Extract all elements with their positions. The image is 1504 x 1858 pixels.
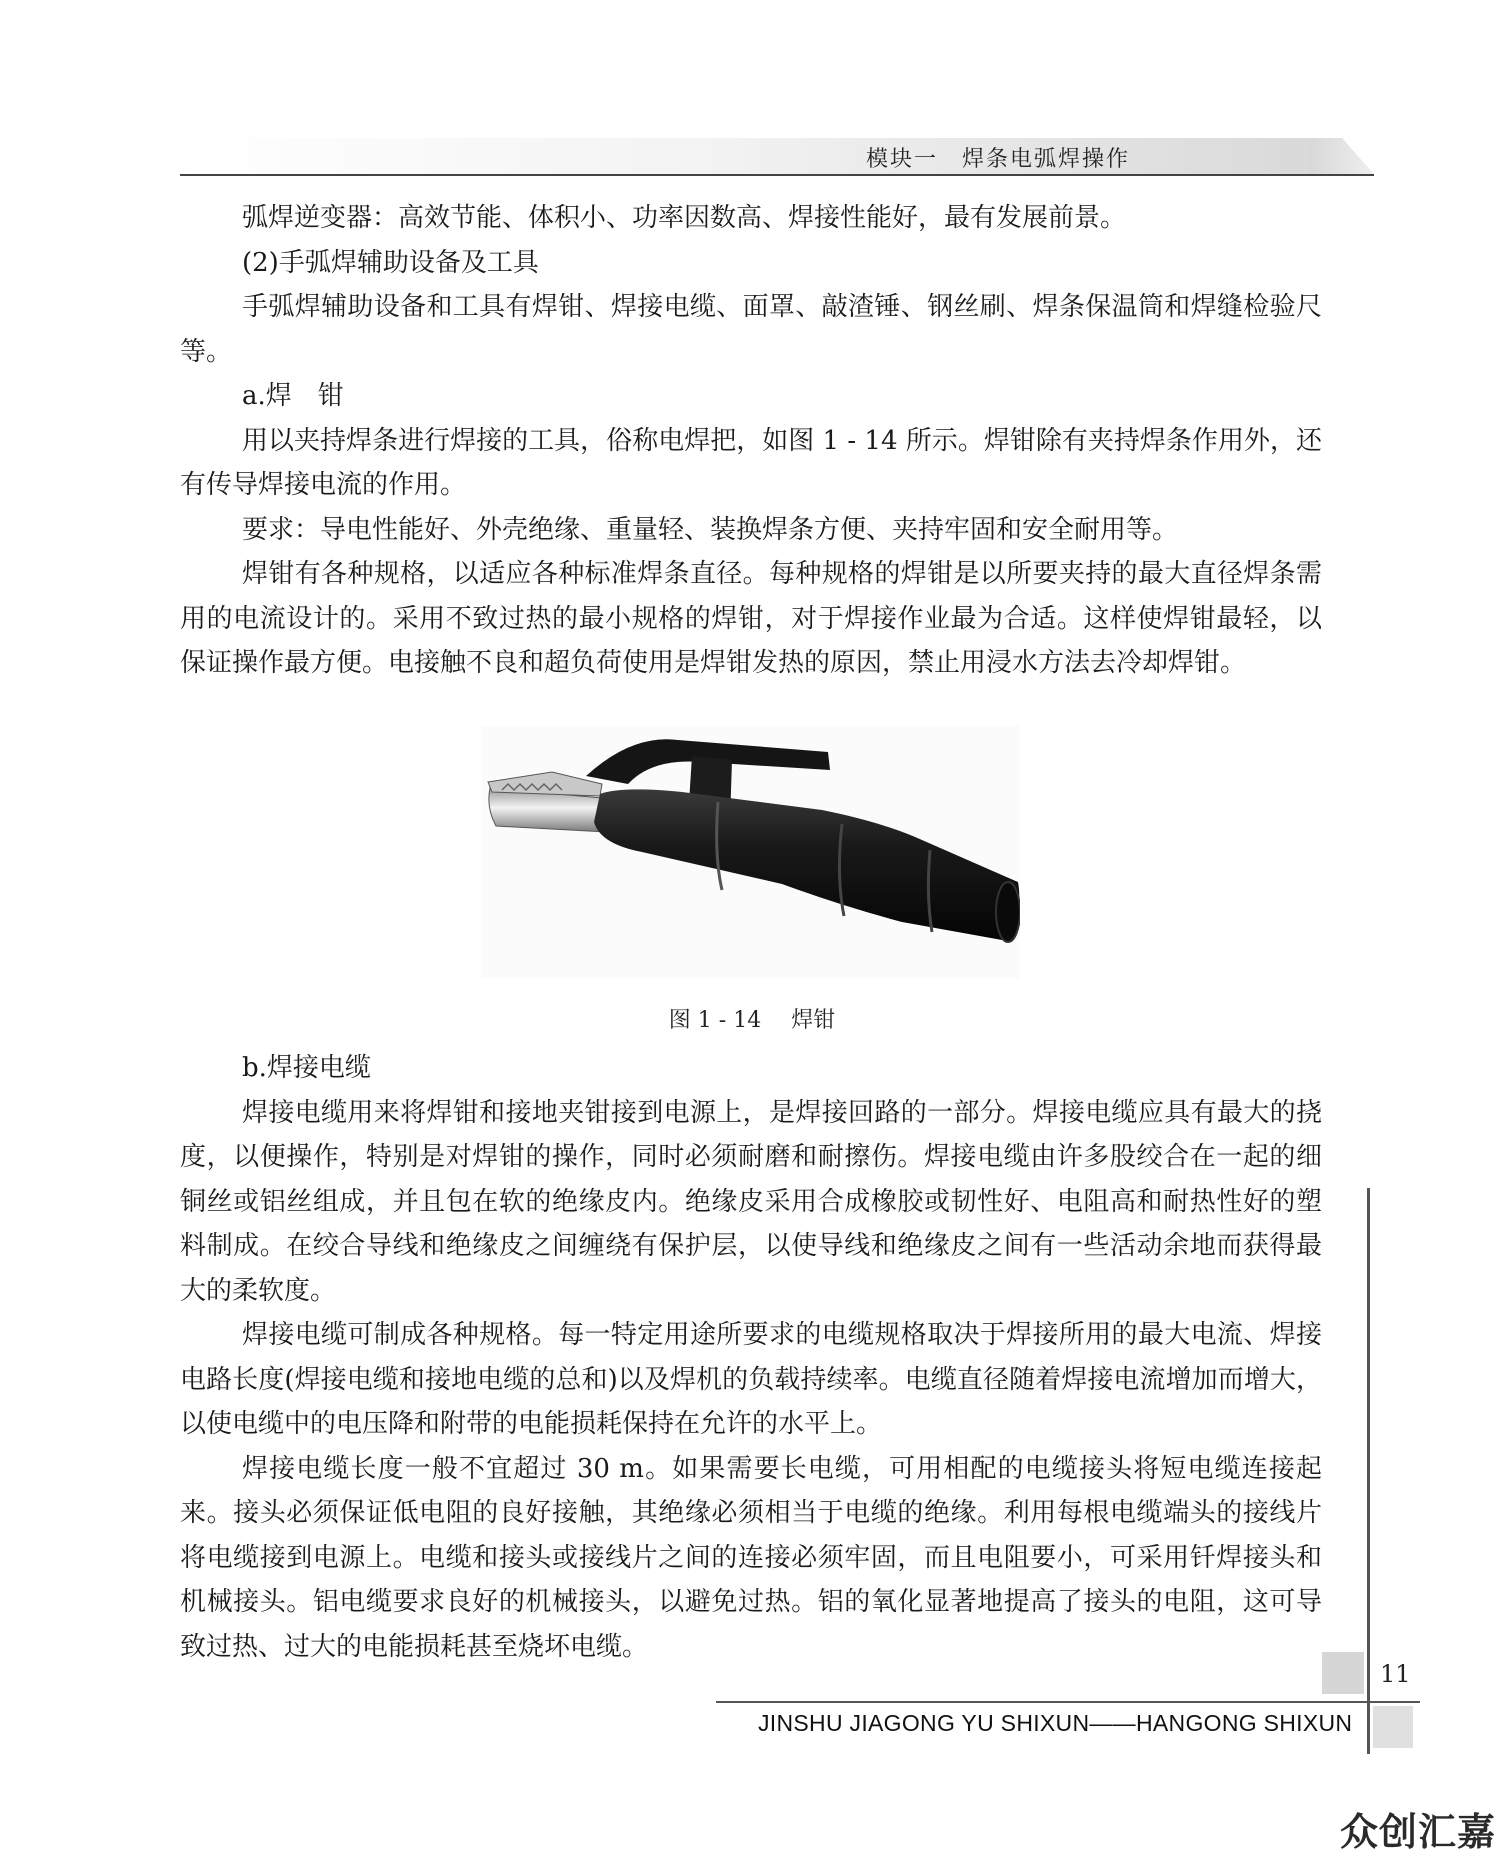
- footer-decoration-box: [1322, 1652, 1364, 1694]
- footer-rule: [716, 1701, 1420, 1703]
- page-number: 11: [1380, 1660, 1411, 1688]
- header-rule: [180, 174, 1374, 176]
- bottom-text-block: [180, 1046, 1322, 1669]
- footer-series-title: JINSHU JIAGONG YU SHIXUN——HANGONG SHIXUN: [758, 1710, 1353, 1736]
- footer-decoration-box: [1373, 1706, 1413, 1748]
- top-text-block: [180, 196, 1322, 686]
- section-heading: (2)手弧焊辅助设备及工具: [242, 247, 539, 278]
- watermark: 众创汇嘉: [1339, 1810, 1496, 1854]
- header-decoration: [1310, 138, 1374, 174]
- subsection-heading: b.焊接电缆: [242, 1053, 371, 1083]
- figure-electrode-holder: [482, 726, 1020, 978]
- paragraph: 焊接电缆可制成各种规格。每一特定用途所要求的电缆规格取决于焊接所用的最大电流、焊接电路长度(焊接电缆和接地电缆的总和)以及焊机的负载持续率。电缆直径随着焊接电流增加而增大，以使电缆中的电压降和附带的电能损耗保持在允许的水平上。: [180, 1320, 1322, 1439]
- footer-vertical-rule: [1367, 1188, 1370, 1754]
- figure-number: 图 1 - 14: [668, 1008, 762, 1033]
- paragraph: 焊接电缆用来将焊钳和接地夹钳接到电源上，是焊接回路的一部分。焊接电缆应具有最大的挠度，以便操作，特别是对焊钳的操作，同时必须耐磨和耐擦伤。焊接电缆由许多股绞合在一起的细铜丝或铝丝组成，并且包在软的绝缘皮内。绝缘皮采用合成橡胶或韧性好、电阻高和耐热性好的塑料制成。在绞合导线和绝缘皮之间缠绕有保护层，以使导线和绝缘皮之间有一些活动余地而获得最大的柔软度。: [180, 1097, 1322, 1306]
- paragraph: 弧焊逆变器：高效节能、体积小、功率因数高、焊接性能好，最有发展前景。: [242, 203, 1127, 233]
- paragraph: 要求：导电性能好、外壳绝缘、重量轻、装换焊条方便、夹持牢固和安全耐用等。: [242, 514, 1179, 545]
- running-header-title: 模块一 焊条电弧焊操作: [866, 147, 1131, 172]
- figure-label: 焊钳: [791, 1008, 836, 1033]
- electrode-holder-illustration: [482, 726, 1020, 978]
- subsection-heading: a.焊 钳: [242, 381, 344, 411]
- paragraph: 焊接电缆长度一般不宜超过 30 m。如果需要长电缆，可用相配的电缆接头将短电缆连接起来。接头必须保证低电阻的良好接触，其绝缘必须相当于电缆的绝缘。利用每根电缆端头的接线片将电缆接到电源上。电缆和接头或接线片之间的连接必须牢固，而且电阻要小，可采用钎焊接头和机械接头。铝电缆要求良好的机械接头，以避免过热。铝的氧化显著地提高了接头的电阻，这可导致过热、过大的电能损耗甚至烧坏电缆。: [180, 1453, 1322, 1662]
- header-band: [180, 138, 1343, 174]
- figure-caption: [0, 1003, 1504, 1034]
- paragraph: 手弧焊辅助设备和工具有焊钳、焊接电缆、面罩、敲渣锤、钢丝刷、焊条保温筒和焊缝检验尺等。: [180, 292, 1322, 367]
- paragraph: 焊钳有各种规格，以适应各种标准焊条直径。每种规格的焊钳是以所要夹持的最大直径焊条需用的电流设计的。采用不致过热的最小规格的焊钳，对于焊接作业最为合适。这样使焊钳最轻，以保证操作最方便。电接触不良和超负荷使用是焊钳发热的原因，禁止用浸水方法去冷却焊钳。: [180, 559, 1322, 678]
- paragraph: 用以夹持焊条进行焊接的工具，俗称电焊把，如图 1 - 14 所示。焊钳除有夹持焊条作用外，还有传导焊接电流的作用。: [180, 425, 1322, 500]
